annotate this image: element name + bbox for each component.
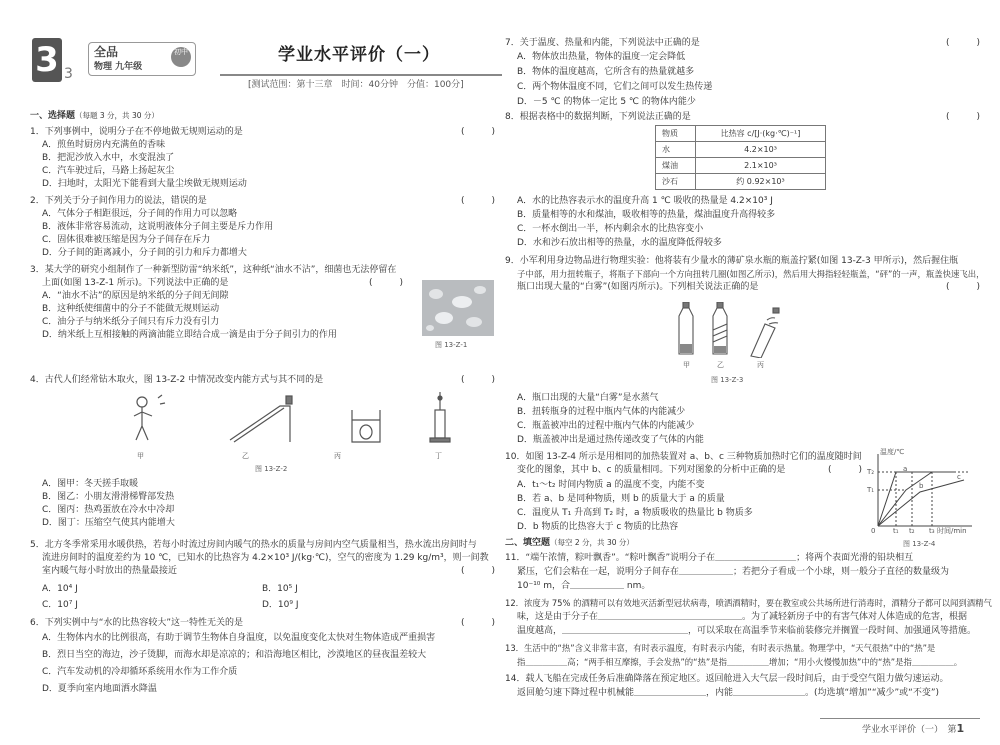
section-choice-title bbox=[30, 111, 159, 122]
section-note: （每题 3 分，共 30 分） bbox=[75, 111, 159, 120]
question-stem-cont: 室内暖气每小时放出的热量最接近 bbox=[42, 566, 178, 576]
question-14 bbox=[505, 674, 980, 698]
option-c: C．图丙：热鸡蛋放在冷水中冷却 bbox=[42, 505, 175, 515]
answer-paren: ( ) bbox=[945, 282, 980, 292]
page-prefix: 第 bbox=[947, 725, 957, 735]
question-stem-cont: 上面(如图 13-Z-1 所示)。下列说法中正确的是 bbox=[42, 278, 229, 288]
graph-y-tick: T₂ bbox=[867, 468, 875, 476]
option-d: D．扫地时，太阳光下能看到大量尘埃做无规则运动 bbox=[42, 179, 247, 189]
option-c: C．固体很难被压缩是因为分子间存在斥力 bbox=[42, 235, 211, 245]
specific-heat-table bbox=[655, 125, 826, 190]
answer-paren: ( ) bbox=[460, 566, 495, 576]
question-12 bbox=[505, 598, 992, 636]
question-line: 返回舱匀速下降过程中机械能＿＿＿＿＿＿＿＿，内能＿＿＿＿＿＿＿＿。(均选填“增加”“减少”或“不变”) bbox=[517, 688, 940, 698]
question-line: 14．载人飞船在完成任务后准确降落在预定地区。返回舱进入大气层一段时间后，由于受空气阻力做匀速运动。 bbox=[505, 674, 949, 684]
option-c: C．两个物体温度不同，它们之间可以发生热传递 bbox=[517, 82, 713, 92]
question-stem: 5．北方冬季常采用水暖供热，若每小时流过房间内暖气的热水的质量与房间内空气质量相当，热水流出房间时与 bbox=[30, 540, 477, 550]
option-d: D．分子间的距离减小，分子间的引力和斥力都增大 bbox=[42, 248, 247, 258]
footer-title: 学业水平评价（一） bbox=[862, 725, 939, 735]
option-b: B．烈日当空的海边，沙子烫脚，而海水却是凉凉的；和沿海地区相比，沙漠地区的昼夜温差较大 bbox=[42, 650, 427, 660]
table-cell: 约 0.92×10³ bbox=[696, 174, 826, 190]
answer-paren: ( ) bbox=[945, 38, 980, 48]
option-c: C．汽车发动机的冷却循环系统用水作为工作介质 bbox=[42, 667, 238, 677]
option-d: D．10⁹ J bbox=[262, 600, 299, 610]
brand-name: 全品 bbox=[94, 45, 119, 59]
option-d: D．夏季向室内地面洒水降温 bbox=[42, 684, 157, 694]
option-a: A．瓶口出现的大量“白雾”是水蒸气 bbox=[517, 393, 659, 403]
table-cell: 2.1×10³ bbox=[696, 158, 826, 174]
figure-caption: 图 13-Z-4 bbox=[903, 540, 936, 548]
question-line: 10⁻¹⁰ m，合＿＿＿＿＿＿ nm。 bbox=[517, 581, 651, 591]
answer-paren: ( ) bbox=[460, 196, 495, 206]
figure-caption: 图 13-Z-2 bbox=[255, 465, 288, 473]
question-7 bbox=[505, 38, 980, 107]
table-row bbox=[656, 142, 826, 158]
question-stem: 3．某大学的研究小组制作了一种新型防雷“纳米纸”，这种纸“油水不沾”，细菌也无法停留在 bbox=[30, 265, 397, 275]
option-d: D．水和沙石放出相等的热量，水的温度降低得较多 bbox=[517, 238, 722, 248]
question-stem: 4．古代人们经常钻木取火，图 13-Z-2 中情况改变内能方式与其不同的是 bbox=[30, 375, 324, 385]
question-line: 指＿＿＿＿＿高；“两手相互摩擦，手会发热”的“热”是指＿＿＿＿＿增加；“用小火慢慢加热”中的“热”是指＿＿＿＿＿。 bbox=[517, 657, 963, 667]
option-b: B．若 a、b 是同种物质，则 b 的质量大于 a 的质量 bbox=[517, 494, 725, 504]
option-a: A．水的比热容表示水的温度升高 1 ℃ 吸收的热量是 4.2×10³ J bbox=[517, 196, 773, 206]
table-cell: 沙石 bbox=[656, 174, 696, 190]
brand-box bbox=[88, 42, 196, 76]
question-stem: 6．下列实例中与“水的比热容较大”这一特性无关的是 bbox=[30, 618, 244, 628]
option-b: B．把泥沙放入水中，水变混浊了 bbox=[42, 153, 175, 163]
option-b: B．图乙：小朋友滑滑梯臀部发热 bbox=[42, 492, 175, 502]
figure-label-ding: 丁 bbox=[435, 452, 442, 460]
question-stem: 7．关于温度、热量和内能，下列说法中正确的是 bbox=[505, 38, 700, 48]
answer-paren: ( ) bbox=[460, 375, 495, 385]
table-header-row bbox=[656, 126, 826, 142]
question-1 bbox=[30, 127, 495, 189]
question-11 bbox=[505, 553, 980, 591]
option-c: C．10⁷ J bbox=[42, 600, 78, 610]
option-b: B．10⁵ J bbox=[262, 584, 298, 594]
option-d: D．b 物质的比热容大于 c 物质的比热容 bbox=[517, 522, 679, 532]
test-meta: [测试范围：第十三章 时间：40分钟 分值：100分] bbox=[248, 80, 464, 90]
option-b: B．液体非常容易流动，这说明液体分子间主要是斥力作用 bbox=[42, 222, 274, 232]
option-c: C．一杯水倒出一半，杯内剩余水的比热容变小 bbox=[517, 224, 704, 234]
table-row bbox=[656, 174, 826, 190]
question-8 bbox=[505, 112, 980, 123]
question-line: 13．生活中的“热”含义非常丰富，有时表示温度，有时表示内能，有时表示热量。物理学中，“天气很热”中的“热”是 bbox=[505, 643, 936, 653]
question-3 bbox=[30, 265, 495, 340]
question-line: 紧压，它们会粘在一起，说明分子间存在＿＿＿＿＿＿；若把分子看成一个小球，则一般分子直径的数量级为 bbox=[517, 567, 950, 577]
subject-label: 物理 九年级 bbox=[94, 62, 143, 72]
section-title: 一、选择题 bbox=[30, 111, 76, 121]
question-stem: 8．根据表格中的数据判断，下列说法正确的是 bbox=[505, 112, 691, 122]
option-b: B．质量相等的水和煤油，吸收相等的热量，煤油温度升高得较多 bbox=[517, 210, 776, 220]
series-label-a: a bbox=[903, 465, 908, 473]
title-divider bbox=[220, 74, 502, 76]
series-label-b: b bbox=[919, 482, 924, 490]
option-a: A．10⁴ J bbox=[42, 584, 78, 594]
figure-label-yi: 乙 bbox=[242, 452, 249, 460]
question-stem-cont: 变化的图象，其中 b、c 的质量相同。下列对图象的分析中正确的是 bbox=[517, 465, 786, 475]
option-d: D．瓶盖被冲出是通过热传递改变了气体的内能 bbox=[517, 435, 704, 445]
figure-label-bing: 丙 bbox=[334, 452, 341, 460]
series-label-c: c bbox=[957, 473, 961, 481]
question-line: 温度越高，＿＿＿＿＿＿＿＿＿＿＿＿＿＿，可以采取在高温季节来临前装修完并搁置一段时间、加强通风等措施。 bbox=[517, 626, 977, 636]
figure-label-jia: 甲 bbox=[683, 361, 690, 369]
option-a: A．“油水不沾”的原因是纳米纸的分子间无间隙 bbox=[42, 291, 229, 301]
series-line-b bbox=[878, 472, 932, 526]
question-9 bbox=[505, 256, 985, 292]
option-a: A．t₁～t₂ 时间内物质 a 的温度不变，内能不变 bbox=[517, 480, 705, 490]
option-c: C．温度从 T₁ 升高到 T₂ 时，a 物质吸收的热量比 b 物质多 bbox=[517, 508, 753, 518]
question-stem-cont: 子中部，用力扭转瓶子，将瓶子下部向一个方向扭转几圈(如图乙所示)，然后用大拇指轻轻瓶盖，“砰”的一声，瓶盖快速飞出， bbox=[517, 269, 985, 279]
table-cell: 煤油 bbox=[656, 158, 696, 174]
question-stem: 2．下列关于分子间作用力的说法，错误的是 bbox=[30, 196, 207, 206]
question-6 bbox=[30, 618, 495, 694]
question-stem-cont: 瓶口出现大量的“白雾”(如图丙所示)。下列相关说法正确的是 bbox=[517, 282, 759, 292]
chapter-logo-sub: 3 bbox=[64, 66, 73, 82]
question-13 bbox=[505, 643, 980, 667]
figure-label-jia: 甲 bbox=[137, 452, 144, 460]
series-line-a bbox=[878, 472, 956, 526]
graph-x-label: 时间/min bbox=[937, 527, 967, 535]
table-header-cell: 物质 bbox=[656, 126, 696, 142]
answer-paren: ( ) bbox=[460, 127, 495, 137]
grade-badge: 初中 bbox=[171, 47, 191, 67]
option-a: A．气体分子相距很远，分子间的作用力可以忽略 bbox=[42, 209, 238, 219]
question-line: 12．浓度为 75% 的酒精可以有效地灭活新型冠状病毒，喷洒酒精时，要在教室或公共场所进行消毒时，酒精分子都可以闻到酒精气 bbox=[505, 598, 992, 608]
question-4 bbox=[30, 375, 495, 386]
question-line: 味，这是由于分子在＿＿＿＿＿＿＿＿＿＿＿＿＿＿＿＿。为了减轻新房子中的有害气体对人体造成的危害，根据 bbox=[517, 612, 968, 622]
answer-paren: ( ) bbox=[827, 465, 862, 475]
chapter-logo: 3 bbox=[32, 38, 62, 82]
figure-13-z-3 bbox=[675, 302, 785, 358]
section-fill-title bbox=[505, 538, 634, 549]
page-title: 学业水平评价（一） bbox=[278, 45, 440, 65]
option-a: A．煎鱼时厨房内充满鱼的香味 bbox=[42, 140, 166, 150]
question-stem: 9．小军利用身边物品进行物理实验：他将装有少量水的薄矿泉水瓶的瓶盖拧紧(如图 13-Z-3 甲所示)，然后握住瓶 bbox=[505, 256, 959, 266]
option-c: C．瓶盖被冲出的过程中瓶内气体的内能减少 bbox=[517, 421, 695, 431]
graph-x-tick: 0 bbox=[871, 527, 876, 535]
graph-y-label: 温度/℃ bbox=[880, 448, 905, 456]
option-c: C．汽车驶过后，马路上扬起灰尘 bbox=[42, 166, 175, 176]
section-title: 二、填空题 bbox=[505, 538, 551, 548]
table-row bbox=[656, 158, 826, 174]
section-note: （每空 2 分，共 30 分） bbox=[550, 538, 634, 547]
footer-divider bbox=[820, 718, 980, 719]
figure-label-bing: 丙 bbox=[757, 361, 764, 369]
question-2 bbox=[30, 196, 495, 258]
answer-paren: ( ) bbox=[945, 112, 980, 122]
option-b: B．这种纸使细菌中的分子不能做无规则运动 bbox=[42, 304, 220, 314]
graph-x-tick: t₁ bbox=[893, 527, 899, 535]
option-a: A．图甲：冬天搓手取暖 bbox=[42, 479, 139, 489]
question-line: 11．“端午浓情，粽叶飘香”。“粽叶飘香”说明分子在＿＿＿＿＿＿＿＿＿；将两个表面光滑的铅块相互 bbox=[505, 553, 914, 563]
answer-paren: ( ) bbox=[368, 278, 403, 288]
answer-paren: ( ) bbox=[460, 618, 495, 628]
table-header-cell: 比热容 c/[J·(kg·℃)⁻¹] bbox=[696, 126, 826, 142]
question-stem-cont: 流进房间时的温度差约为 10 ℃，已知水的比热容为 4.2×10³ J/(kg·℃)，空气的密度为 1.29 kg/m³，则一间教 bbox=[42, 553, 489, 563]
option-d: D．纳米纸上互相接触的两滴油能立即结合成一滴是由于分子间引力的作用 bbox=[42, 330, 337, 340]
option-d: D．图丁：压缩空气使其内能增大 bbox=[42, 518, 175, 528]
figure-caption: 图 13-Z-3 bbox=[711, 376, 744, 384]
option-d: D．－5 ℃ 的物体一定比 5 ℃ 的物体内能少 bbox=[517, 97, 696, 107]
option-b: B．物体的温度越高，它所含有的热量就越多 bbox=[517, 67, 695, 77]
table-cell: 4.2×10³ bbox=[696, 142, 826, 158]
table-cell: 水 bbox=[656, 142, 696, 158]
option-a: A．物体放出热量，物体的温度一定会降低 bbox=[517, 52, 686, 62]
option-c: C．油分子与纳米纸分子间只有斥力没有引力 bbox=[42, 317, 220, 327]
figure-13-z-2 bbox=[130, 392, 460, 450]
page-footer bbox=[862, 722, 964, 736]
graph-x-tick: t₃ bbox=[929, 527, 935, 535]
option-b: B．扭转瓶身的过程中瓶内气体的内能减少 bbox=[517, 407, 686, 417]
question-5 bbox=[30, 540, 495, 610]
figure-label-yi: 乙 bbox=[717, 361, 724, 369]
option-a: A．生物体内水的比例很高，有助于调节生物体自身温度，以免温度变化太快对生物体造成严重损害 bbox=[42, 633, 436, 643]
figure-13-z-1-photo bbox=[422, 280, 494, 336]
graph-x-tick: t₂ bbox=[909, 527, 915, 535]
page-number: 1 bbox=[956, 722, 965, 735]
question-stem: 10．如图 13-Z-4 所示是用相同的加热装置对 a、b、c 三种物质加热时它们的温度随时间 bbox=[505, 452, 862, 462]
figure-caption: 图 13-Z-1 bbox=[435, 341, 468, 349]
question-stem: 1．下列事例中，说明分子在不停地做无规则运动的是 bbox=[30, 127, 243, 137]
graph-y-tick: T₁ bbox=[867, 486, 875, 494]
